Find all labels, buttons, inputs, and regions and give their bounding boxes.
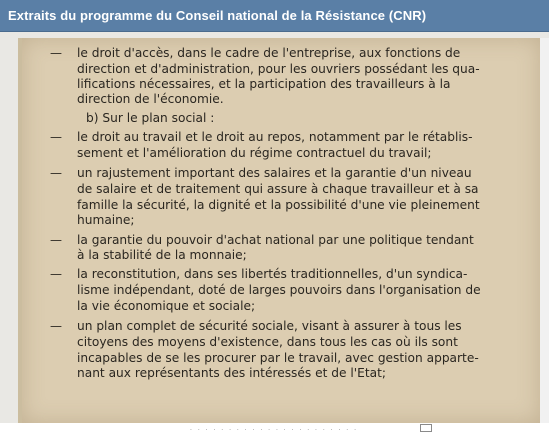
list-dash: — (50, 46, 62, 60)
document-line: de salaire et de traitement qui assure à chaque travailleur et à sa (77, 182, 479, 196)
document-line: lisme indépendant, doté de larges pouvoirs dans l'organisation de (77, 283, 481, 297)
document-line: le droit au travail et le droit au repos, notamment par le rétablis- (77, 130, 473, 144)
list-dash: — (50, 130, 62, 144)
list-dash: — (50, 166, 62, 180)
document-line: le droit d'accès, dans le cadre de l'entreprise, aux fonctions de (77, 46, 461, 60)
document-line: un rajustement important des salaires et la garantie d'un niveau (77, 166, 472, 180)
document-line: citoyens des moyens d'existence, dans tous les cas où ils sont (77, 335, 458, 349)
viewer-scroll-gutter (540, 38, 549, 423)
list-dash: — (50, 267, 62, 281)
list-dash: — (50, 233, 62, 247)
document-line: incapables de se les procurer par le travail, avec gestion apparte- (77, 351, 479, 365)
footer-dots: . . . . . . . . . . . . . . . . . . . . . . (190, 425, 359, 432)
document-line: direction et d'administration, pour les ouvriers possédant les qua- (77, 62, 480, 76)
document-line: à la stabilité de la monnaie; (77, 248, 247, 262)
document-line: direction de l'économie. (77, 92, 224, 106)
footer-checkbox[interactable] (420, 424, 432, 432)
document-line: famille la sécurité, la dignité et la possibilité d'une vie pleinement (77, 198, 480, 212)
window-title-text: Extraits du programme du Conseil national de la Résistance (CNR) (8, 8, 427, 23)
document-line: un plan complet de sécurité sociale, visant à assurer à tous les (77, 319, 462, 333)
window-title (0, 0, 549, 32)
document-line: la garantie du pouvoir d'achat national par une politique tendant (77, 233, 474, 247)
document-line: humaine; (77, 213, 135, 227)
list-dash: — (50, 319, 62, 333)
document-line: la vie économique et sociale; (77, 299, 256, 313)
document-line: la reconstitution, dans ses libertés traditionnelles, d'un syndica- (77, 267, 468, 281)
document-line: sement et l'amélioration du régime contractuel du travail; (77, 146, 432, 160)
document-line: lifications nécessaires, et la participation des travailleurs à la (77, 77, 451, 91)
document-line: nant aux représentants des intéressés et de l'Etat; (77, 366, 386, 380)
section-heading: b) Sur le plan social : (86, 111, 215, 125)
